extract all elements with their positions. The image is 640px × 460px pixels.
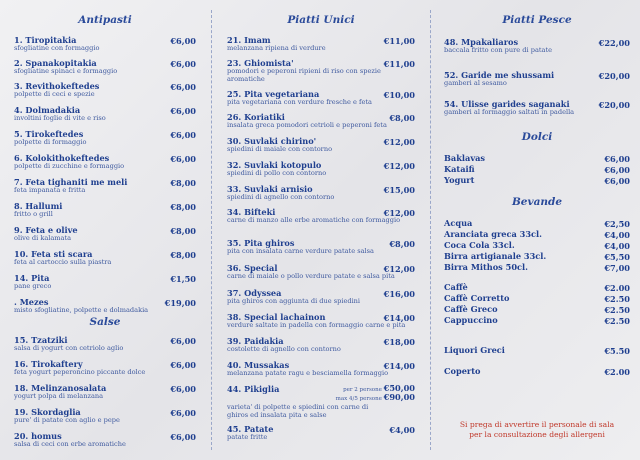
item-description: spiedini di maiale con contorno	[227, 145, 333, 153]
item-description: gamberi al formaggio saltati in padella	[444, 108, 575, 116]
item-name: 3. Revithokeftedes	[14, 81, 100, 91]
item-name: 40. Mussakas	[227, 360, 290, 370]
item-name: Yogurt	[444, 175, 475, 185]
menu-item	[444, 305, 630, 314]
item-description: polpette di formaggio	[14, 138, 87, 146]
menu-item	[227, 90, 415, 107]
item-name: Caffè	[444, 282, 468, 292]
item-description: carne di manzo alle erbe aromatiche con formaggio	[227, 216, 401, 224]
item-price: €7,00	[604, 263, 630, 273]
menu-item	[227, 361, 415, 378]
item-description: pomodori e peperoni ripieni di riso con spezie aromatiche	[227, 67, 381, 83]
menu-item	[227, 137, 415, 154]
item-name: . Mezes	[14, 297, 49, 307]
item-price: €6,00	[604, 154, 630, 164]
item-name: Cappuccino	[444, 315, 498, 325]
item-price: €6,00	[170, 82, 196, 92]
item-price: €6,00	[170, 130, 196, 140]
item-price: €4,00	[604, 230, 630, 240]
item-price: €19,00	[164, 298, 196, 308]
menu-item	[14, 298, 196, 315]
item-price: €8,00	[389, 113, 415, 123]
item-name: 18. Melinzanosalata	[14, 383, 107, 393]
item-description: salsa di yogurt con cetriolo aglio	[14, 344, 124, 352]
item-name: 15. Tzatziki	[14, 335, 68, 345]
item-description: insalata greca pomodori cetrioli e peperoni feta	[227, 121, 387, 129]
allergen-notice: Si prega di avvertire il personale di sala per la consultazione degli allergeni	[459, 420, 615, 439]
item-price: €8,00	[170, 202, 196, 212]
item-description: pita vegetariana con verdure fresche e feta	[227, 98, 372, 106]
item-description: polpette di zucchine e formaggio	[14, 162, 125, 170]
item-price: €6,00	[604, 176, 630, 186]
menu-item	[14, 82, 196, 99]
item-price: €2.50	[604, 294, 630, 304]
item-price: €14,00	[383, 313, 415, 323]
item-name: 38. Special lachainon	[227, 312, 326, 322]
item-price: €4,00	[604, 241, 630, 251]
item-name: 21. Imam	[227, 35, 271, 45]
item-price: €6,00	[170, 432, 196, 442]
item-price: €8,00	[170, 178, 196, 188]
menu-item	[444, 252, 630, 261]
item-price: €6,00	[170, 154, 196, 164]
menu-item	[14, 226, 196, 243]
item-price: €6,00	[170, 408, 196, 418]
item-name: Kataifi	[444, 164, 475, 174]
item-name: 23. Ghiomista'	[227, 58, 294, 68]
menu-item	[227, 385, 415, 419]
menu-item	[14, 408, 196, 425]
item-name: 26. Koriatiki	[227, 112, 285, 122]
item-price: €6,00	[604, 165, 630, 175]
item-name: Liquori Greci	[444, 345, 505, 355]
item-price: €20,00	[598, 100, 630, 110]
menu-item	[444, 176, 630, 185]
item-price: €6,00	[170, 384, 196, 394]
item-name: 16. Tirokaftery	[14, 359, 83, 369]
item-price: €11,00	[383, 59, 415, 69]
item-description: carne di maiale o pollo verdure patate e salsa pita	[227, 272, 395, 280]
item-name: 52. Garide me shussami	[444, 70, 555, 80]
item-name: 5. Tirokeftedes	[14, 129, 84, 139]
menu-item	[444, 230, 630, 239]
menu-item	[444, 316, 630, 325]
item-name: 33. Suvlaki arnisio	[227, 184, 313, 194]
item-price: €22,00	[598, 38, 630, 48]
item-price: €50,00	[383, 383, 415, 393]
menu-item	[444, 154, 630, 163]
item-name: 2. Spanakopitakia	[14, 58, 97, 68]
item-description: gamberi al sesamo	[444, 79, 507, 87]
item-price: €6,00	[170, 106, 196, 116]
item-name: Coperto	[444, 366, 481, 376]
item-name: Birra Mithos 50cl.	[444, 262, 528, 272]
item-name: 44. Pikiglia	[227, 384, 280, 394]
item-name: Baklavas	[444, 153, 485, 163]
item-name: 35. Pita ghiros	[227, 238, 295, 248]
menu-item	[14, 432, 196, 449]
item-name: 20. homus	[14, 431, 62, 441]
menu-item	[227, 337, 415, 354]
dolci-title: Dolci	[521, 131, 553, 143]
item-price: €2,50	[604, 219, 630, 229]
item-price: €6,00	[170, 59, 196, 69]
item-price: €8,00	[170, 250, 196, 260]
item-description: sfogliatine con formaggio	[14, 44, 100, 52]
item-price: €10,00	[383, 90, 415, 100]
item-name: 9. Feta e olive	[14, 225, 78, 235]
item-name: 4. Dolmadakia	[14, 105, 81, 115]
item-description: pane greco	[14, 282, 52, 290]
item-price: €12,00	[383, 208, 415, 218]
item-price: €15,00	[383, 185, 415, 195]
menu-item	[227, 239, 415, 256]
item-price: €8,00	[389, 239, 415, 249]
menu-item	[14, 178, 196, 195]
item-name: 7. Feta tighaniti me meli	[14, 177, 128, 187]
item-price: €11,00	[383, 36, 415, 46]
item-price: €90,00	[383, 392, 415, 402]
menu-item	[444, 71, 630, 88]
item-description: yogurt polpa di melanzana	[14, 392, 104, 400]
item-name: 6. Kolokithokeftedes	[14, 153, 110, 163]
item-description: feta al cartoccio sulla piastra	[14, 258, 112, 266]
item-name: 32. Suvlaki kotopulo	[227, 160, 322, 170]
menu-item	[227, 185, 415, 202]
item-price: €2.00	[604, 283, 630, 293]
item-description: salsa di ceci con erbe aromatiche	[14, 440, 126, 448]
menu-item	[14, 250, 196, 267]
item-name: 36. Special	[227, 263, 278, 273]
item-name: 30. Suvlaki chirino'	[227, 136, 317, 146]
item-name: 14. Pita	[14, 273, 50, 283]
menu-item	[14, 154, 196, 171]
item-description: pita ghiros con aggiunta di due spiedini	[227, 297, 361, 305]
item-name: 34. Bifteki	[227, 207, 276, 217]
item-name: Acqua	[444, 218, 473, 228]
item-description: feta impanata e fritta	[14, 186, 86, 194]
menu-item	[14, 274, 196, 291]
item-description: spiedini di pollo con contorno	[227, 169, 327, 177]
menu-item	[444, 165, 630, 174]
menu-item	[227, 161, 415, 178]
column-divider	[430, 10, 431, 450]
item-name: Caffè Corretto	[444, 293, 510, 303]
item-description: melanzana patate ragu e besciamella formaggio	[227, 369, 389, 377]
item-name: 37. Odyssea	[227, 288, 282, 298]
item-price: €6,00	[170, 360, 196, 370]
item-price: €12,00	[383, 264, 415, 274]
item-name: 39. Paidakia	[227, 336, 284, 346]
item-price: €12,00	[383, 161, 415, 171]
item-name: Birra artigianale 33cl.	[444, 251, 547, 261]
item-price: €6,00	[170, 36, 196, 46]
menu-item	[444, 367, 630, 376]
price-label: per 2 persone	[343, 387, 382, 393]
item-price: €2.50	[604, 305, 630, 315]
item-price: €5.50	[604, 346, 630, 356]
item-description: pita con insalata carne verdure patate salsa	[227, 247, 374, 255]
antipasti-title: Antipasti	[78, 14, 132, 26]
bevande-title: Bevande	[511, 196, 563, 208]
item-price: €14,00	[383, 361, 415, 371]
item-name: 1. Tiropitakia	[14, 35, 77, 45]
menu-item	[227, 113, 415, 130]
menu-item	[444, 283, 630, 292]
menu-item	[227, 425, 415, 442]
item-name: 48. Mpakaliaros	[444, 37, 519, 47]
item-price: €8,00	[170, 226, 196, 236]
menu-item	[444, 263, 630, 272]
item-price: €2.50	[604, 316, 630, 326]
item-name: 10. Feta sti scara	[14, 249, 93, 259]
item-description: involtini foglie di vite e riso	[14, 114, 106, 122]
item-name: 19. Skordaglia	[14, 407, 81, 417]
menu-item	[444, 38, 630, 55]
item-price: €6,00	[170, 336, 196, 346]
menu-item	[227, 36, 415, 53]
item-description: patate fritte	[227, 433, 268, 441]
menu-item	[444, 241, 630, 250]
item-price: €2.00	[604, 367, 630, 377]
item-description: olive di kalamata	[14, 234, 72, 242]
item-description: misto sfogliatine, polpette e dolmadakia	[14, 306, 149, 314]
piatti-pesce-title: Piatti Pesce	[502, 14, 572, 26]
menu-item	[14, 130, 196, 147]
menu-item	[227, 59, 415, 83]
item-description: baccala fritto con pure di patate	[444, 46, 553, 54]
salse-title: Salse	[89, 316, 121, 328]
item-name: 54. Ulisse garides saganaki	[444, 99, 570, 109]
menu-item	[14, 36, 196, 53]
pikiglia-prices	[336, 385, 415, 403]
item-price: €18,00	[383, 337, 415, 347]
menu-item	[14, 106, 196, 123]
item-price: €4,00	[389, 425, 415, 435]
item-price: €5,50	[604, 252, 630, 262]
price-label: max 4/5 persone	[335, 396, 382, 402]
item-description: costolette di agnello con contorno	[227, 345, 341, 353]
item-name: Coca Cola 33cl.	[444, 240, 515, 250]
piatti-unici-title: Piatti Unici	[287, 14, 355, 26]
menu-item	[14, 360, 196, 377]
item-name: 25. Pita vegetariana	[227, 89, 320, 99]
menu-item	[227, 208, 415, 225]
item-price: €20,00	[598, 71, 630, 81]
item-name: 8. Hallumi	[14, 201, 63, 211]
item-name: Aranciata greca 33cl.	[444, 229, 542, 239]
menu-item	[227, 313, 415, 330]
item-price: €12,00	[383, 137, 415, 147]
column-divider	[211, 10, 212, 450]
item-price: €16,00	[383, 289, 415, 299]
item-description: verdure saltate in padella con formaggio carne e pita	[227, 321, 406, 329]
item-description: feta yogurt peperoncino piccante dolce	[14, 368, 146, 376]
item-description: polpette di ceci e spezie	[14, 90, 95, 98]
item-name: 45. Patate	[227, 424, 274, 434]
menu-item	[444, 100, 630, 117]
menu-item	[14, 384, 196, 401]
menu-item	[227, 289, 415, 306]
item-description: sfogliatine spinaci e formaggio	[14, 67, 118, 75]
item-description: melanzana ripiena di verdure	[227, 44, 326, 52]
item-description: fritto o grill	[14, 210, 53, 218]
menu-item	[14, 59, 196, 76]
menu-item	[444, 219, 630, 228]
item-description: varieta' di polpette e spiedini con carne di ghiros ed insalata pita e salse	[227, 403, 369, 419]
item-description: pure' di patate con aglio e pepe	[14, 416, 120, 424]
item-name: Caffè Greco	[444, 304, 498, 314]
menu-item	[227, 264, 415, 281]
menu-item	[14, 336, 196, 353]
item-description: spiedini di agnello con contorno	[227, 193, 335, 201]
menu-item	[444, 294, 630, 303]
menu-item	[444, 346, 630, 355]
menu-item	[14, 202, 196, 219]
item-price: €1,50	[170, 274, 196, 284]
